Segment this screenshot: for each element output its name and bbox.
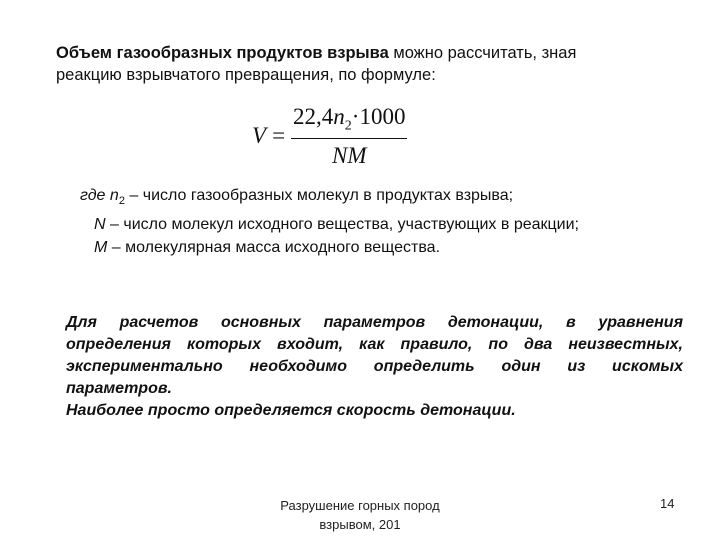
page-number: 14 <box>660 496 675 511</box>
footer-line2: взрывом, 201 <box>319 517 401 532</box>
definition-symbol: M <box>94 239 108 257</box>
emphasis-line: параметров. <box>66 380 172 397</box>
definition-item <box>94 213 700 236</box>
volume-formula <box>252 104 407 169</box>
emphasis-paragraph <box>66 312 683 422</box>
formula-num-sub: 2 <box>344 118 352 134</box>
emphasis-line: экспериментально необходимо определить один из искомых <box>66 358 683 375</box>
formula-num-tail: ·1000 <box>351 104 406 129</box>
emphasis-line: определения которых входит, как правило, по два неизвестных, <box>66 336 683 353</box>
definition-text: – молекулярная масса исходного вещества. <box>107 239 441 257</box>
definition-text: – число газообразных молекул в продуктах взрыва; <box>124 187 514 204</box>
formula-denominator <box>332 139 367 169</box>
definition-symbol: N <box>94 216 106 234</box>
formula-numerator <box>291 104 407 138</box>
emphasis-line: Наиболее просто определяется скорость детонации. <box>66 402 516 419</box>
emphasis-line: Для расчетов основных параметров детонации, в уравнения <box>66 314 683 331</box>
intro-line1-rest: можно рассчитать, зная <box>388 44 577 62</box>
variable-definitions <box>80 184 700 259</box>
definition-item <box>80 184 700 213</box>
formula-lhs: V <box>252 123 267 149</box>
formula-den-text: NM <box>332 142 367 168</box>
formula-num-coef: 22,4 <box>293 104 334 129</box>
formula-num-var: n <box>333 104 345 129</box>
intro-line2: реакцию взрывчатого превращения, по формуле: <box>56 66 436 84</box>
definition-prefix: где <box>80 187 110 204</box>
definition-symbol: n <box>109 187 119 204</box>
definition-text: – число молекул исходного вещества, участвующих в реакции; <box>105 216 579 234</box>
formula-fraction <box>291 104 407 169</box>
intro-paragraph <box>56 42 696 86</box>
definition-item <box>94 236 700 259</box>
definition-subscript: 2 <box>118 195 125 208</box>
footer-line1: Разрушение горных пород <box>280 498 440 513</box>
slide-footer <box>250 496 470 534</box>
formula-equals: = <box>272 123 286 149</box>
intro-bold-text: Объем газообразных продуктов взрыва <box>56 44 389 62</box>
